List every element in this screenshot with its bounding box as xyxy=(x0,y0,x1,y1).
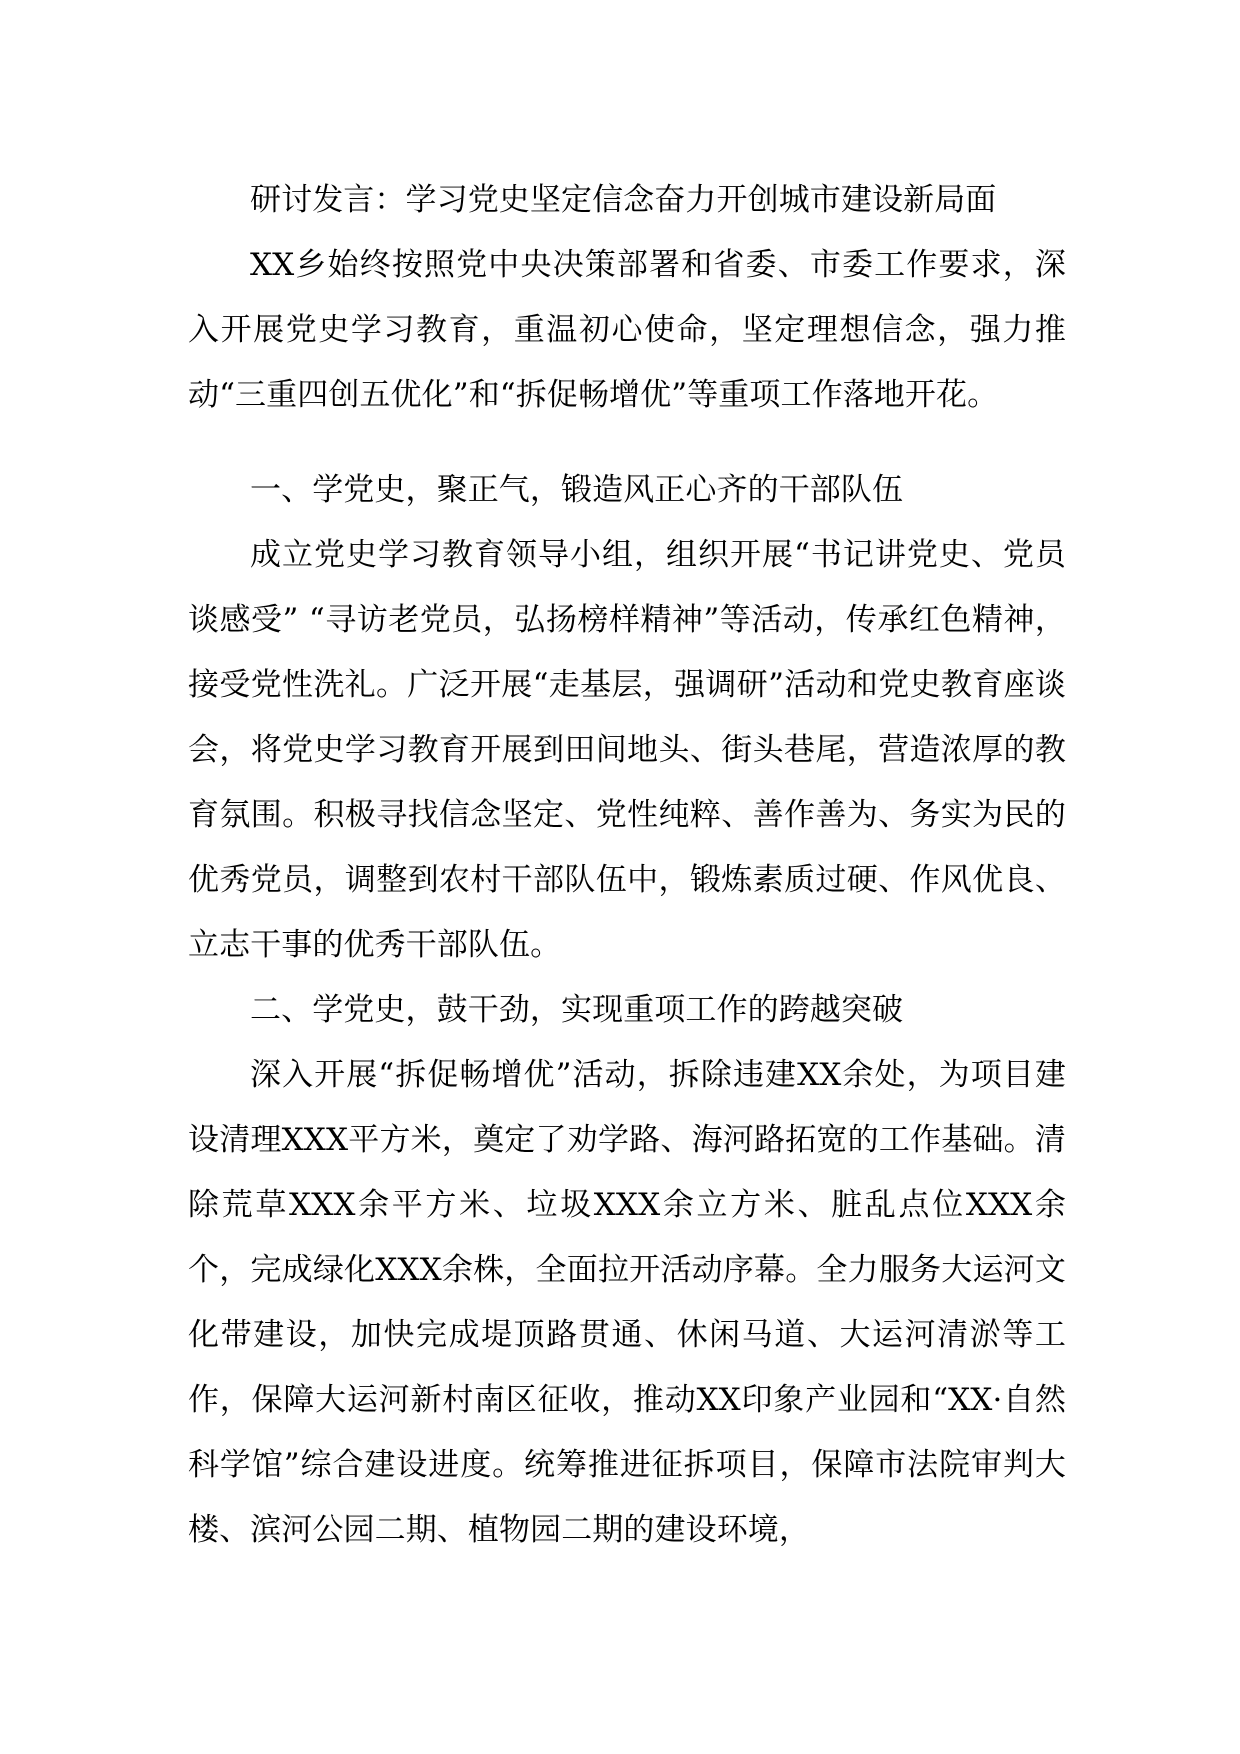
section-2-body: 深入开展“拆促畅增优”活动，拆除违建XX余处，为项目建设清理XXX平方米，奠定了劝学路、海河路拓宽的工作基础。清除荒草XXX余平方米、垃圾XXX余立方米、脏乱点位XXX余个，完成绿化XXX余株，全面拉开活动序幕。全力服务大运河文化带建设，加快完成堤顶路贯通、休闲马道、大运河清淤等工作，保障大运河新村南区征收，推动XX印象产业园和“XX·自然科学馆”综合建设进度。统筹推进征拆项目，保障市法院审判大楼、滨河公园二期、植物园二期的建设环境， xyxy=(188,1057,1066,1548)
intro-paragraph: XX乡始终按照党中央决策部署和省委、市委工作要求，深入开展党史学习教育，重温初心使命，坚定理想信念，强力推动“三重四创五优化”和“拆促畅增优”等重项工作落地开花。 xyxy=(188,247,1066,413)
document-title: 研讨发言：学习党史坚定信念奋力开创城市建设新局面 xyxy=(250,182,997,218)
document-page xyxy=(188,168,1066,1563)
section-1-body: 成立党史学习教育领导小组，组织开展“书记讲党史、党员谈感受” “寻访老党员，弘扬榜样精神”等活动，传承红色精神，接受党性洗礼。广泛开展“走基层，强调研”活动和党史教育座谈会，将党史学习教育开展到田间地头、街头巷尾，营造浓厚的教育氛围。积极寻找信念坚定、党性纯粹、善作善为、务实为民的优秀党员，调整到农村干部队伍中，锻炼素质过硬、作风优良、立志干事的优秀干部队伍。 xyxy=(188,537,1066,963)
section-1-heading: 一、学党史，聚正气，锻造风正心齐的干部队伍 xyxy=(250,472,904,508)
section-2-heading: 二、学党史，鼓干劲，实现重项工作的跨越突破 xyxy=(250,992,904,1028)
